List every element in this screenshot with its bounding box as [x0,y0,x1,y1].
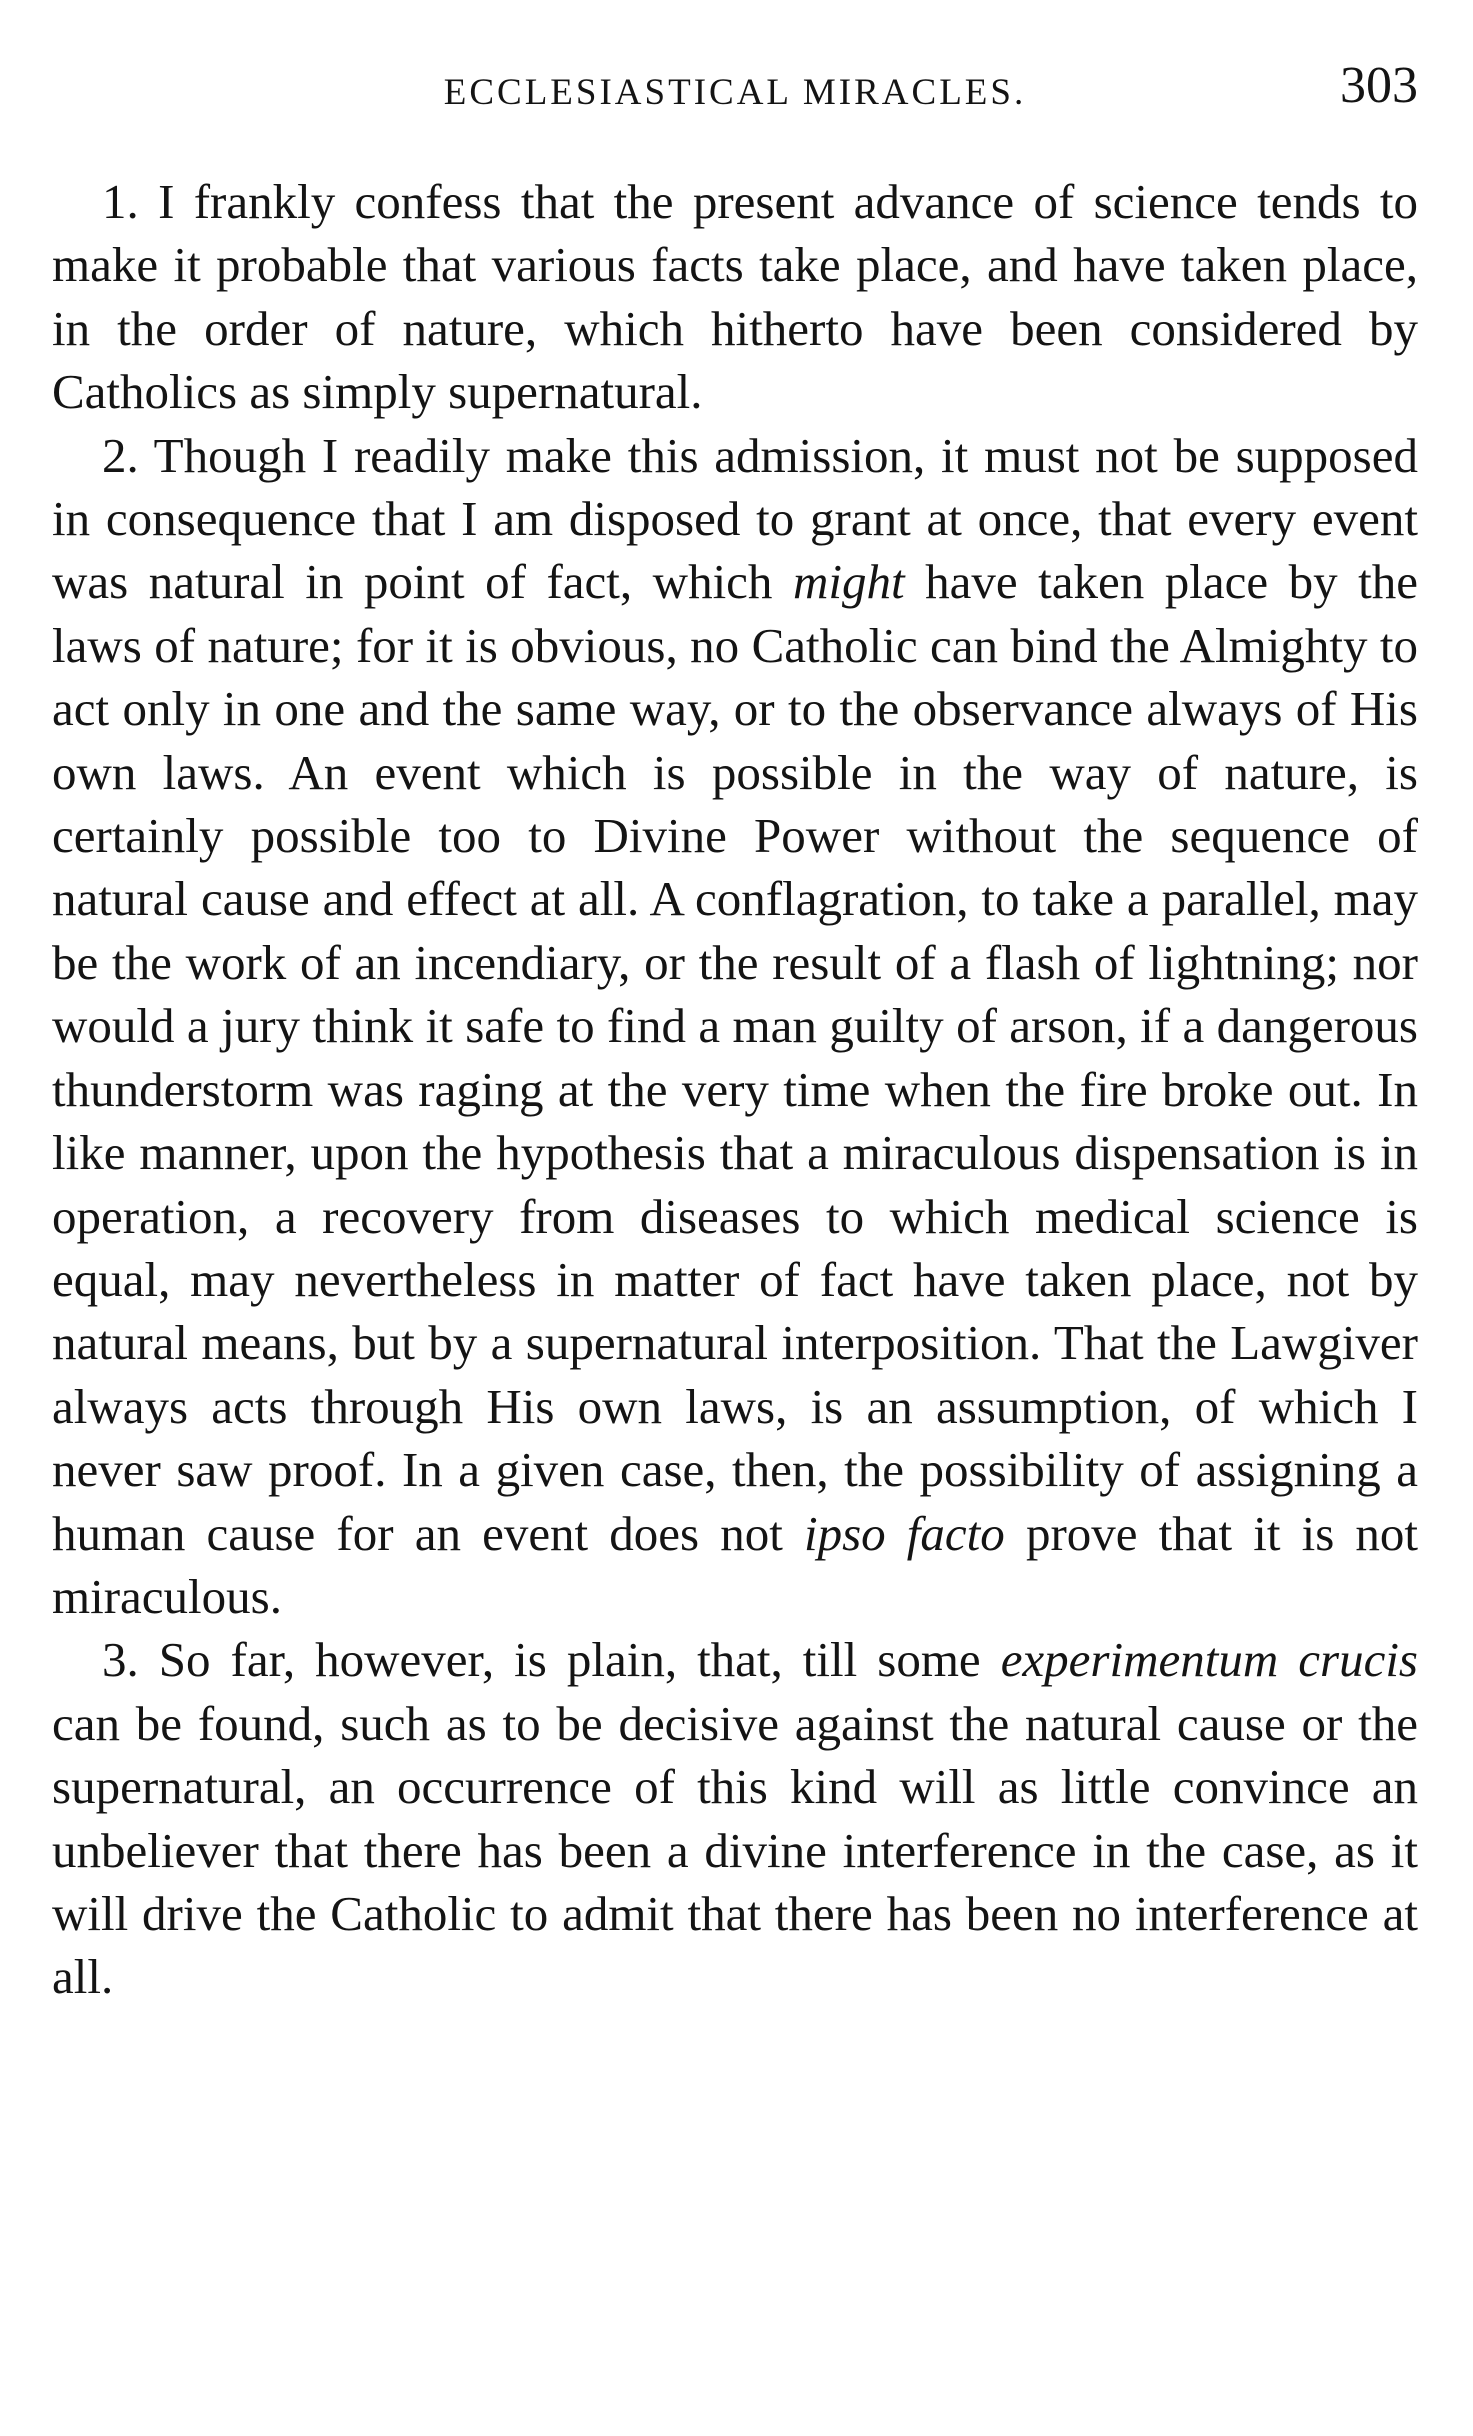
italic-text: ipso facto [804,1505,1005,1561]
paragraph-text: Though I readily make this admission, it must not be supposed in consequence that I am disposed to grant at once, that every event was natural in point of fact, which [52,427,1418,610]
paragraph-text: I frankly confess that the present advance of science tends to make it probable that various facts take place, and have taken place, in the order of nature, which hitherto have been considered by Catholics as simply supernatural. [52,174,1418,420]
body-text [52,170,1418,2009]
paragraph-1 [52,170,1418,424]
page-number: 303 [1340,57,1418,114]
book-page [52,28,1418,2408]
paragraph-number: 2. [102,427,139,483]
paragraph-number: 1. [102,174,139,229]
paragraph-number: 3. [102,1632,139,1688]
paragraph-text: prove that it is not miraculous. [52,1505,1419,1624]
running-head: ECCLESIASTICAL MIRACLES. [443,72,1027,113]
paragraph-2 [52,424,1418,1629]
paragraph-text: have taken place by the laws of nature; for it is obvious, no Catholic can bind the Almighty to act only in one and the same way, or to the observance always of His own laws. An event which is possible in the way of nature, is certainly possible too to Divine Power without the sequence of natural cause and effect at all. A conflagration, to take a parallel, may be the work of an incendiary, or the result of a flash of lightning; nor would a jury think it safe to find a man guilty of arson, if a dangerous thunderstorm was raging at the very time when the fire broke out. In like manner, upon the hypothesis that a miraculous dispensation is in operation, a recovery from diseases to which medical science is equal, may nevertheless in matter of fact have taken place, not by natural means, but by a supernatural interposition. That the Lawgiver always acts through His own laws, is an assumption, of which I never saw proof. In a given case, then, the possibility of assigning a human cause for an event does not [52,554,1418,1561]
page-header [52,28,1418,128]
paragraph-text: can be found, such as to be decisive against the natural cause or the supernatural, an occurrence of this kind will as little convince an unbeliever that there has been a divine interference in the case, as it will drive the Catholic to admit that there has been no interference at all. [52,1695,1418,2005]
paragraph-3 [52,1628,1418,2008]
italic-text: experimentum crucis [1000,1632,1418,1688]
italic-text: might [792,554,905,610]
paragraph-text: So far, however, is plain, that, till some [158,1632,981,1688]
